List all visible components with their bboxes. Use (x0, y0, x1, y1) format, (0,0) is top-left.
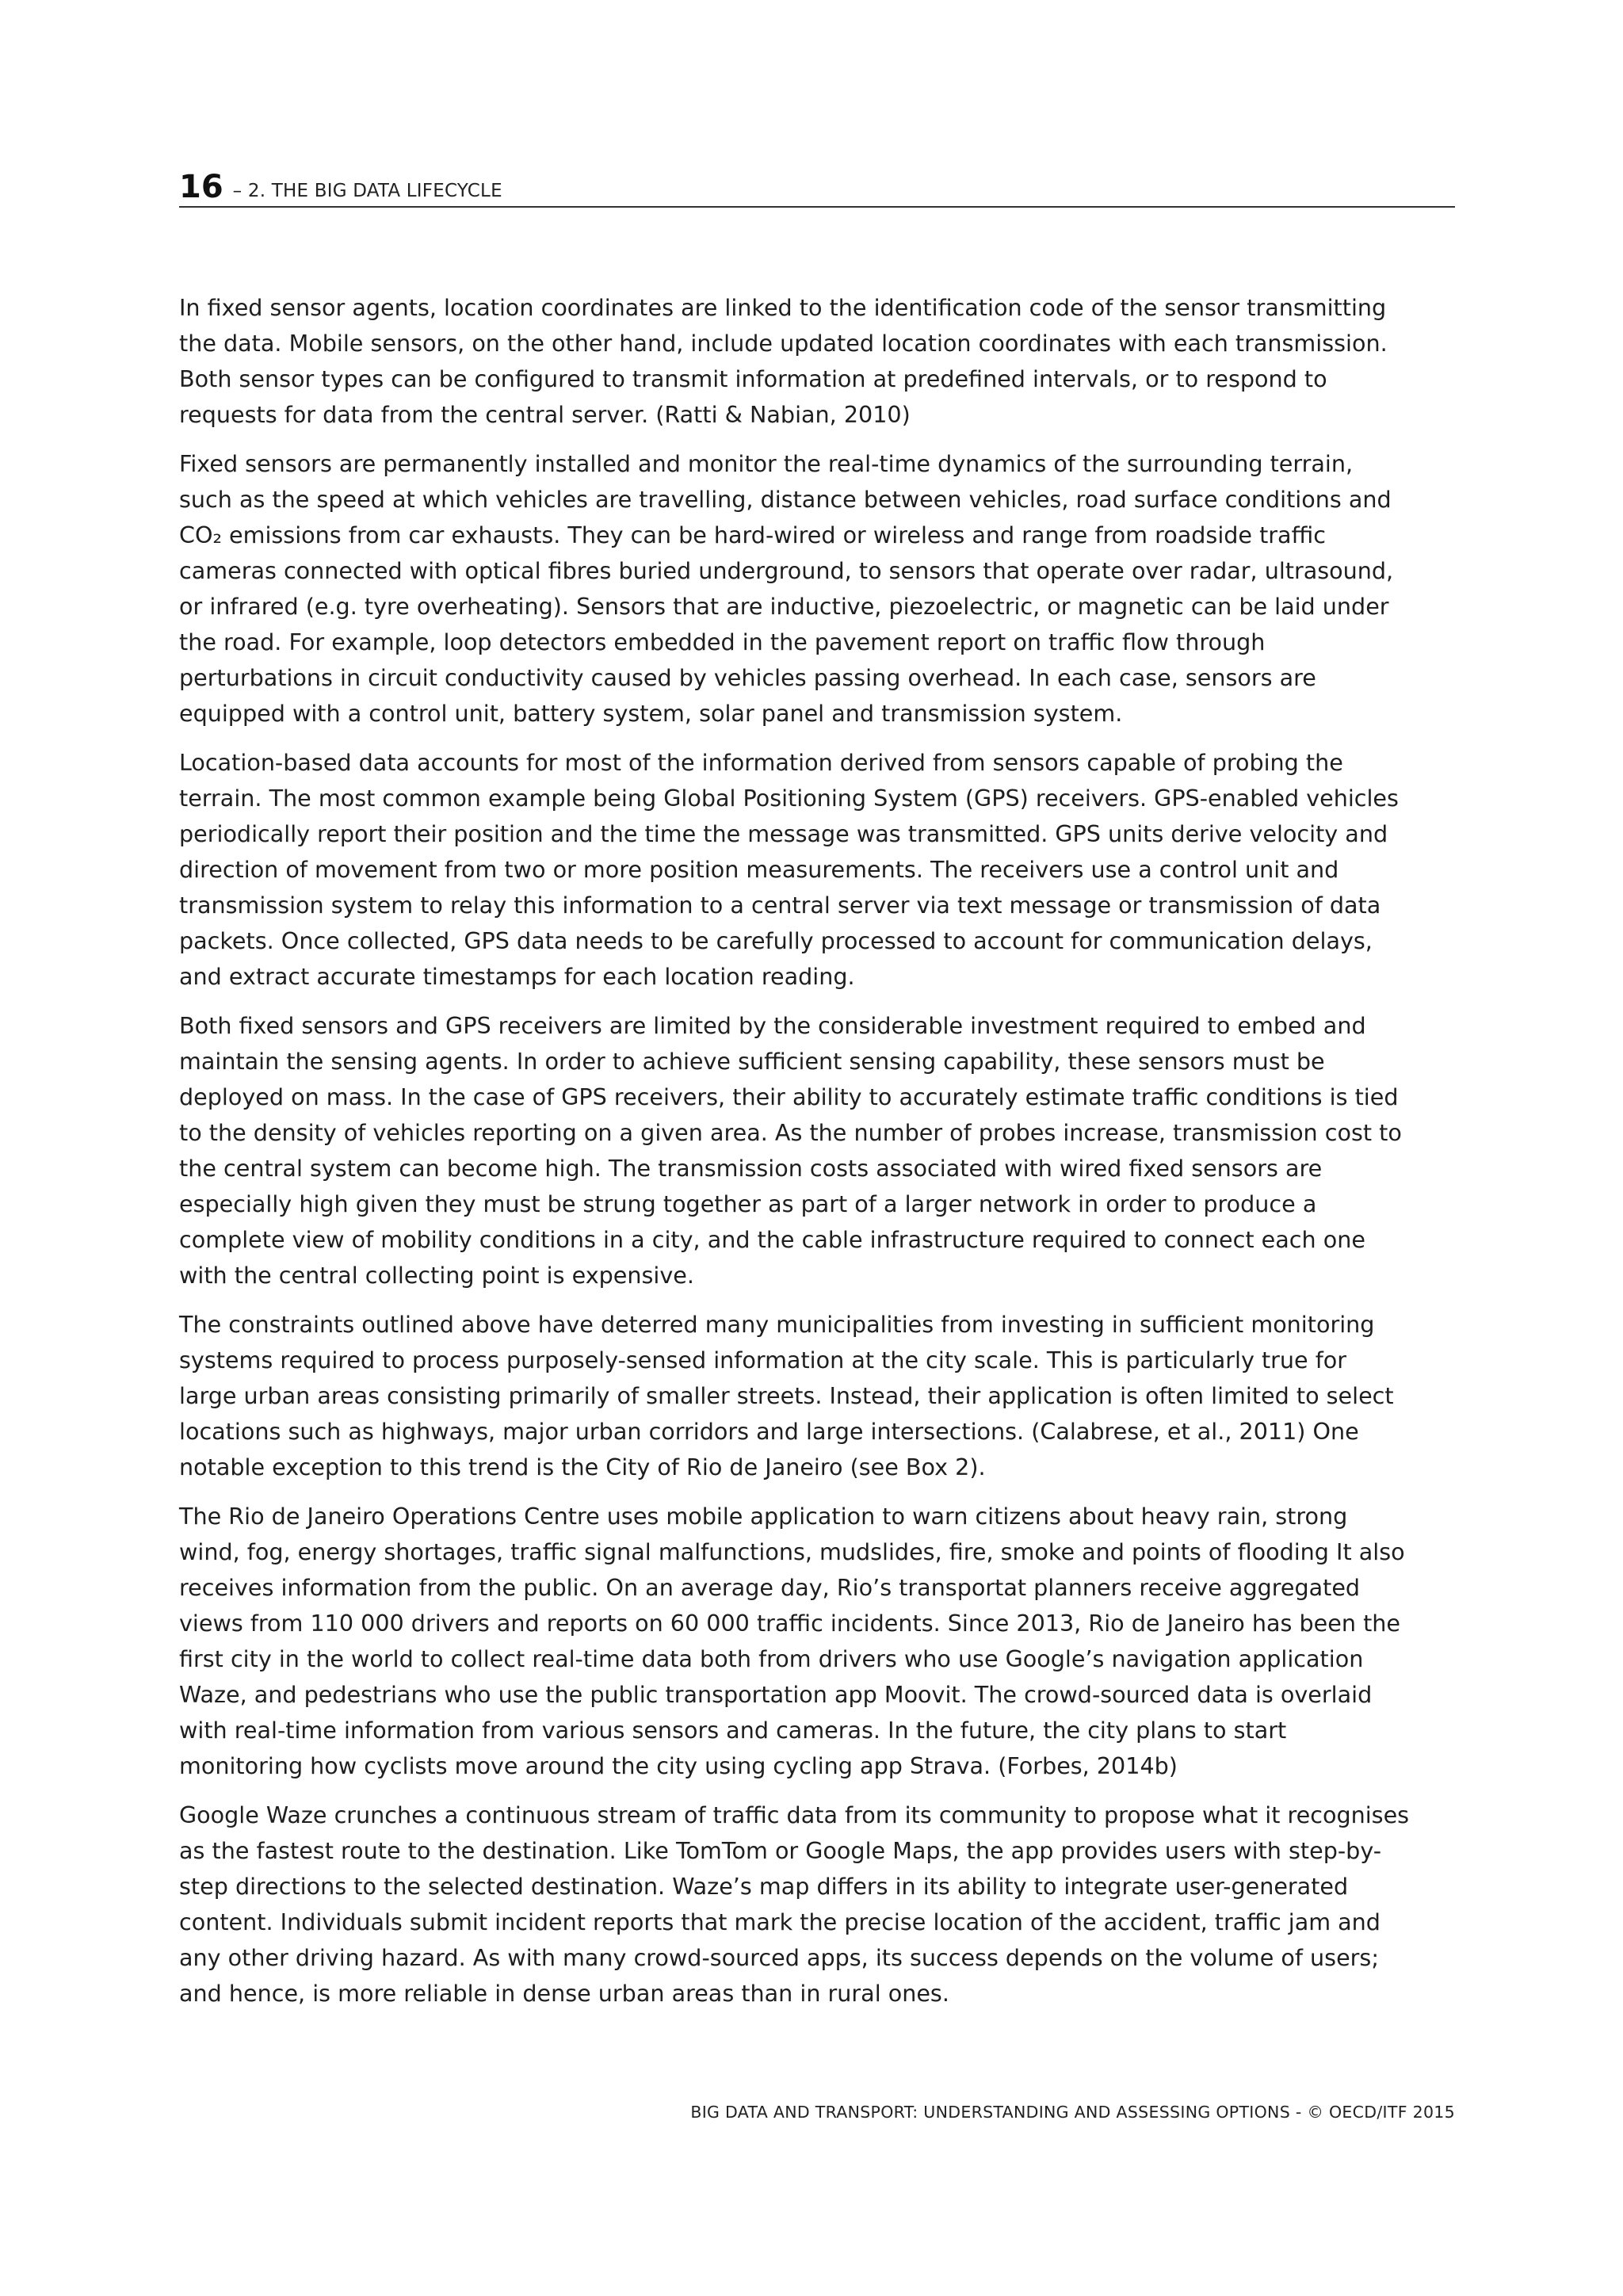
page-number: 16 (179, 169, 223, 205)
paragraph-investment-limits: Both fixed sensors and GPS receivers are limited by the considerable investment required to embed and maintain the sensing agents. In order to achieve sufficient sensing capability, these sensors must be deployed on mass. In the case of GPS receivers, their ability to accurately estimate traffic conditions is tied to the density of vehicles reporting on a given area. As the number of probes increase, transmission cost to the central system can become high. The transmission costs associated with wired fixed sensors are especially high given they must be strung together as part of a larger network in order to produce a complete view of mobility conditions in a city, and the cable infrastructure required to connect each one with the central collecting point is expensive. (179, 1012, 1402, 1289)
page-footer: BIG DATA AND TRANSPORT: UNDERSTANDING AND ASSESSING OPTIONS - © OECD/ITF 2015 (690, 2103, 1455, 2122)
paragraph-location-based-data: Location-based data accounts for most of the information derived from sensors capable of probing the terrain. The most common example being Global Positioning System (GPS) receivers. GPS-enabled vehicles periodically report their position and the time the message was transmitted. GPS units derive velocity and direction of movement from two or more position measurements. The receivers use a control unit and transmission system to relay this information to a central server via text message or transmission of data packets. Once collected, GPS data needs to be carefully processed to account for communication delays, and extract accurate timestamps for each location reading. (179, 749, 1399, 990)
paragraph-rio-operations-centre: The Rio de Janeiro Operations Centre uses mobile application to warn citizens about heavy rain, strong wind, fog, energy shortages, traffic signal malfunctions, mudslides, fire, smoke and points of flooding It also receives information from the public. On an average day, Rio’s transportat planners receive aggregated views from 110 000 drivers and reports on 60 000 traffic incidents. Since 2013, Rio de Janeiro has been the first city in the world to collect real-time data both from drivers who use Google’s navigation application Waze, and pedestrians who use the public transportation app Moovit. The crowd-sourced data is overlaid with real-time information from various sensors and cameras. In the future, the city plans to start monitoring how cyclists move around the city using cycling app Strava. (Forbes, 2014b) (179, 1503, 1405, 1779)
paragraph-fixed-sensors: Fixed sensors are permanently installed and monitor the real-time dynamics of the surrounding terrain, such as the speed at which vehicles are travelling, distance between vehicles, road surface conditions and CO₂ emissions from car exhausts. They can be hard-wired or wireless and range from roadside traffic cameras connected with optical fibres buried underground, to sensors that operate over radar, ultrasound, or infrared (e.g. tyre overheating). Sensors that are inductive, piezoelectric, or magnetic can be laid under the road. For example, loop detectors embedded in the pavement report on traffic flow through perturbations in circuit conductivity caused by vehicles passing overhead. In each case, sensors are equipped with a control unit, battery system, solar panel and transmission system. (179, 450, 1394, 727)
paragraph-constraints: The constraints outlined above have deterred many municipalities from investing in sufficient monitoring systems required to process purposely-sensed information at the city scale. This is particularly true for large urban areas consisting primarily of smaller streets. Instead, their application is often limited to select locations such as highways, major urban corridors and large intersections. (Calabrese, et al., 2011) One notable exception to this trend is the City of Rio de Janeiro (see Box 2). (179, 1311, 1394, 1480)
paragraph-fixed-sensor-agents: In fixed sensor agents, location coordinates are linked to the identification code of the sensor transmitting the data. Mobile sensors, on the other hand, include updated location coordinates with each transmission. Both sensor types can be configured to transmit information at predefined intervals, or to respond to requests for data from the central server. (Ratti & Nabian, 2010) (179, 294, 1388, 428)
body-text (179, 290, 1457, 2025)
chapter-title: – 2. THE BIG DATA LIFECYCLE (232, 181, 502, 201)
page-header (179, 168, 1455, 208)
paragraph-google-waze: Google Waze crunches a continuous stream of traffic data from its community to propose what it recognises as the fastest route to the destination. Like TomTom or Google Maps, the app provides users with step-by- step directions to the selected destination. Waze’s map differs in its ability to integrate user-generated content. Individuals submit incident reports that mark the precise location of the accident, traffic jam and any other driving hazard. As with many crowd-sourced apps, its success depends on the volume of users; and hence, is more reliable in dense urban areas than in rural ones. (179, 1801, 1410, 2007)
